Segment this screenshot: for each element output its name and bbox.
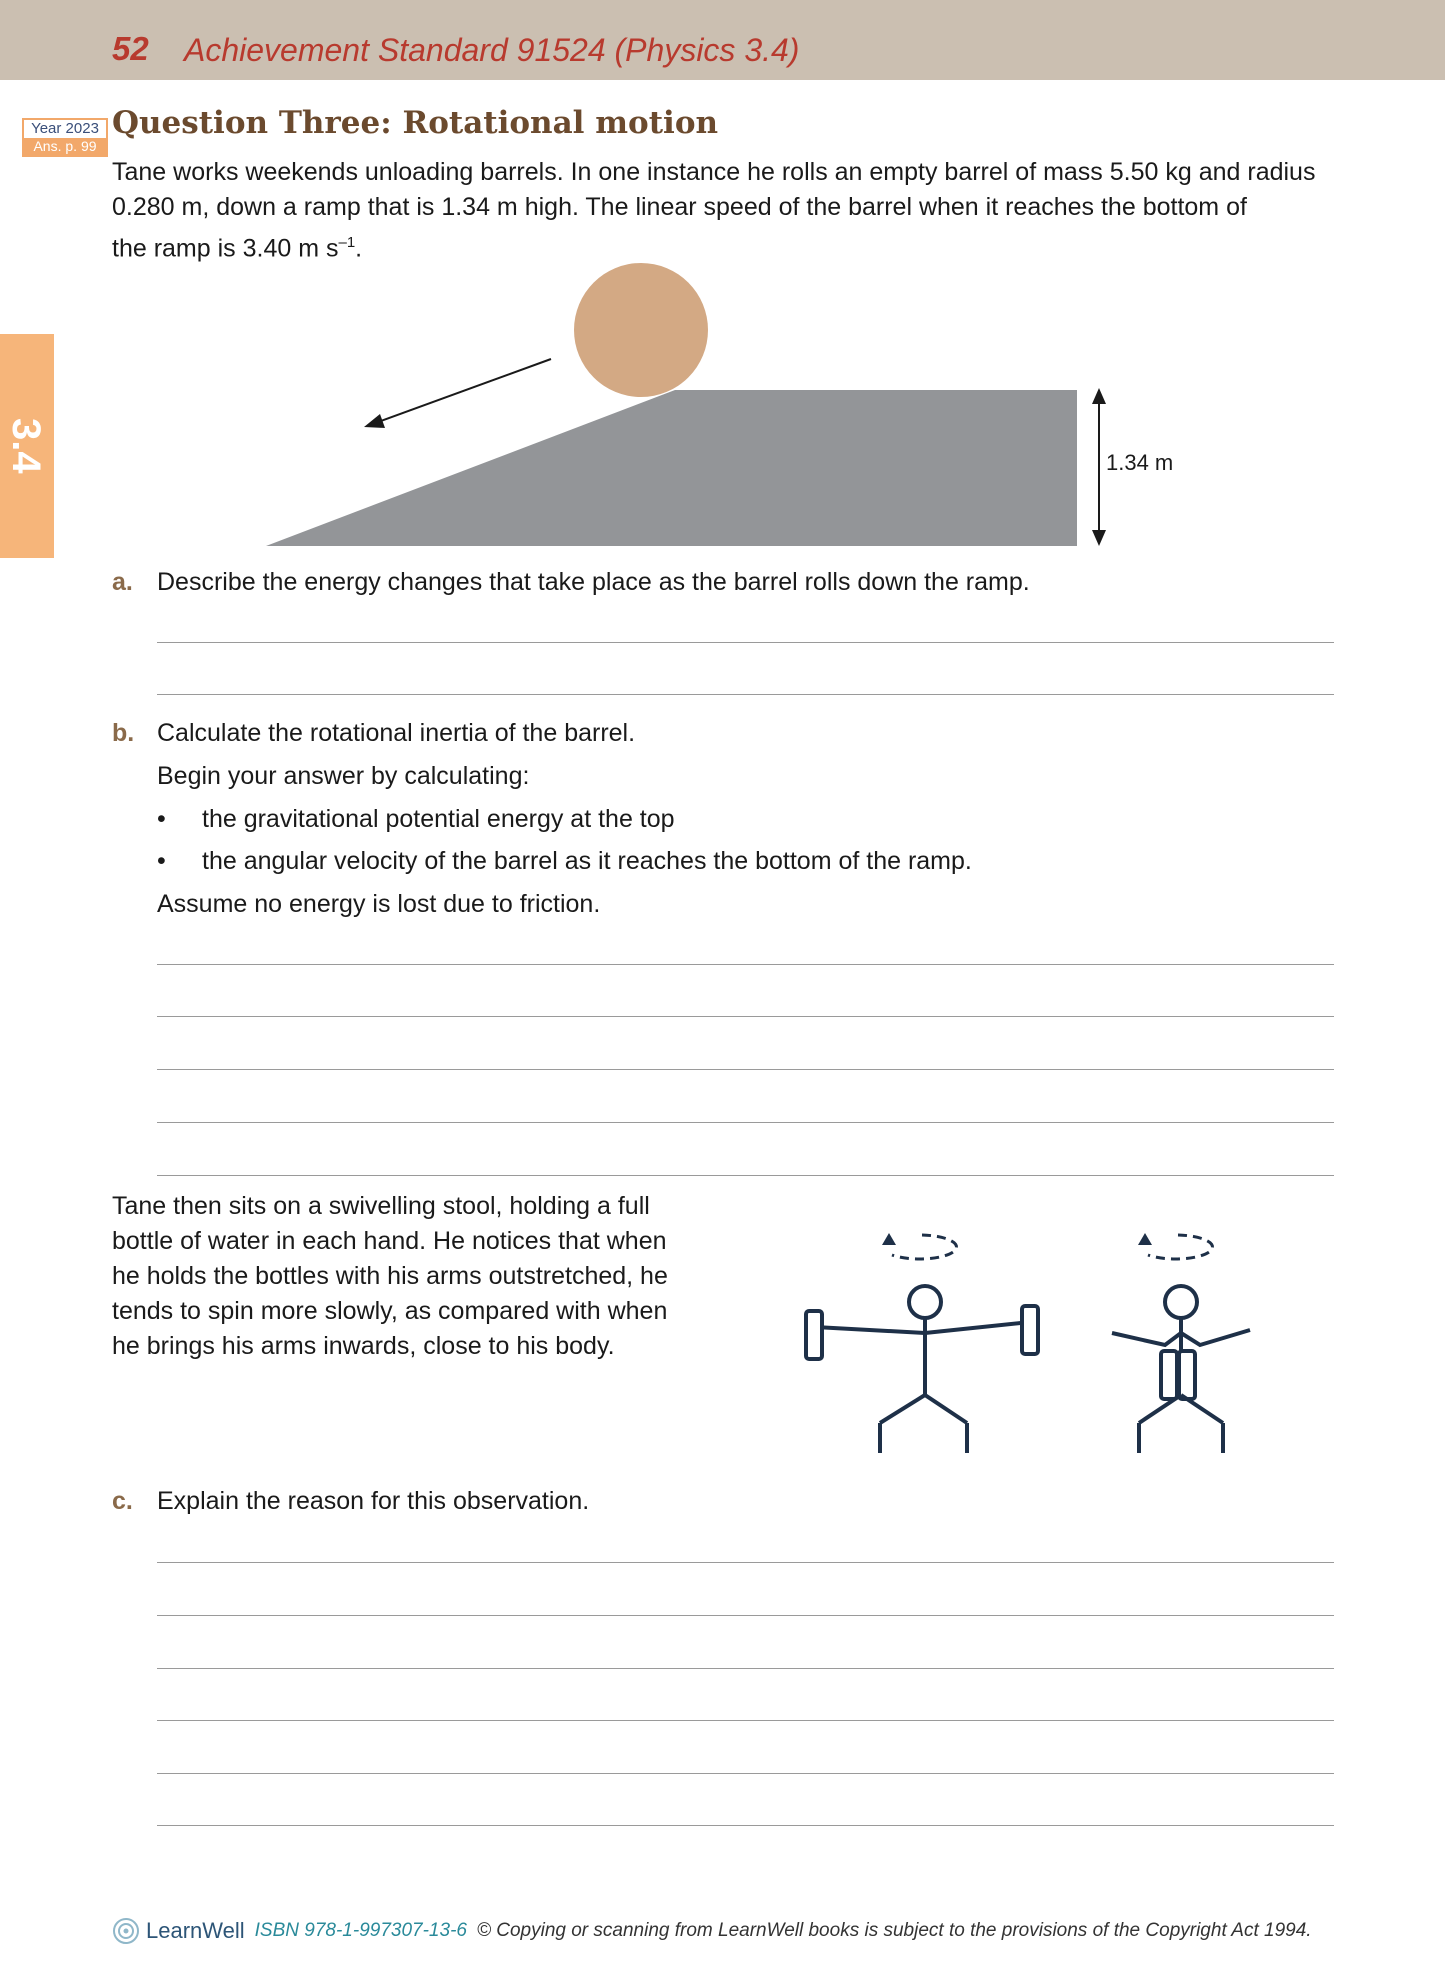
intro-line: he holds the bottles with his arms outstretched, he [112, 1262, 668, 1290]
part-c-text: Explain the reason for this observation. [157, 1487, 590, 1515]
height-arrow-bottom [1092, 530, 1106, 546]
copyright-text: © Copying or scanning from LearnWell books is subject to the provisions of the Copyright Act 1994. [476, 1920, 1312, 1941]
part-c-label: c. [112, 1487, 133, 1515]
answer-line[interactable] [157, 1720, 1334, 1721]
left-arm-line [815, 1327, 925, 1333]
answer-line[interactable] [157, 1175, 1334, 1176]
height-arrow-top [1092, 388, 1106, 404]
intro-line: tends to spin more slowly, as compared with when [112, 1297, 668, 1325]
right-bottle-rect [1179, 1351, 1195, 1399]
left-arm-line [1112, 1333, 1181, 1345]
intro-line: Tane then sits on a swivelling stool, holding a full [112, 1192, 650, 1220]
intro-line: he brings his arms inwards, close to his body. [112, 1332, 615, 1360]
answer-line[interactable] [157, 964, 1334, 965]
left-thigh-line [880, 1395, 925, 1423]
page-footer [112, 1917, 1312, 1945]
intro-line: bottle of water in each hand. He notices that when [112, 1227, 667, 1255]
part-b-label: b. [112, 719, 135, 747]
answer-line[interactable] [157, 694, 1334, 695]
part-a-label: a. [112, 568, 133, 596]
right-arm-line [925, 1322, 1030, 1333]
bullet-marker: • [157, 805, 166, 833]
figure-arms-outstretched [806, 1233, 1038, 1453]
motion-arrowhead [364, 414, 385, 428]
rotation-arrowhead [1138, 1233, 1152, 1245]
page-number: 52 [112, 30, 149, 67]
left-bottle-rect [806, 1311, 822, 1359]
figure-arms-inward [1112, 1233, 1250, 1453]
answers-page-label: Ans. p. 99 [24, 138, 106, 155]
page-header-title: Achievement Standard 91524 (Physics 3.4) [184, 32, 800, 68]
right-arm-line [1181, 1330, 1250, 1345]
ramp-diagram [0, 0, 1445, 560]
part-b-bullet: the angular velocity of the barrel as it reaches the bottom of the ramp. [202, 847, 972, 875]
intro-line: the ramp is 3.40 m $s^{-1}$. [112, 234, 363, 263]
right-thigh-line [925, 1395, 967, 1423]
barrel-circle [574, 263, 708, 397]
answer-line[interactable] [157, 1122, 1334, 1123]
part-b-assume: Assume no energy is lost due to friction. [157, 890, 601, 918]
motion-arrow-line [378, 359, 551, 422]
answer-line[interactable] [157, 1615, 1334, 1616]
head-circle [909, 1286, 941, 1318]
answer-line[interactable] [157, 1825, 1334, 1826]
right-bottle-rect [1022, 1306, 1038, 1354]
spinning-figures-diagram [780, 1205, 1280, 1465]
intro-line: Tane works weekends unloading barrels. In one instance he rolls an empty barrel of mass 5.50 kg and radius [112, 158, 1316, 186]
answer-line[interactable] [157, 1562, 1334, 1563]
part-b-text: Calculate the rotational inertia of the barrel. [157, 719, 636, 747]
part-b-begin: Begin your answer by calculating: [157, 762, 530, 790]
intro-line: 0.280 m, down a ramp that is 1.34 m high. The linear speed of the barrel when it reaches the bottom of [112, 193, 1247, 221]
ramp-shape [266, 390, 1077, 546]
answer-line[interactable] [157, 1069, 1334, 1070]
part-b-bullet: the gravitational potential energy at the top [202, 805, 675, 833]
left-thigh-line [1139, 1395, 1181, 1423]
year-label: Year 2023 [31, 120, 99, 137]
height-label: 1.34 m [1106, 450, 1174, 475]
brand-name: LearnWell [146, 1918, 245, 1943]
bullet-marker: • [157, 847, 166, 875]
head-circle [1165, 1286, 1197, 1318]
answer-line[interactable] [157, 1773, 1334, 1774]
question-title: Question Three: Rotational motion [112, 105, 719, 141]
rotation-arrow-path [1148, 1235, 1213, 1259]
learnwell-logo-icon [112, 1917, 140, 1945]
rotation-arrow-path [892, 1235, 957, 1259]
isbn-text: ISBN 978-1-997307-13-6 [254, 1920, 467, 1941]
side-section-label: 3.4 [4, 418, 48, 474]
answer-line[interactable] [157, 1016, 1334, 1017]
answer-line[interactable] [157, 1668, 1334, 1669]
left-bottle-rect [1161, 1351, 1177, 1399]
part-c-intro [112, 1189, 668, 1364]
answer-line[interactable] [157, 642, 1334, 643]
rotation-arrowhead [882, 1233, 896, 1245]
part-a-text: Describe the energy changes that take place as the barrel rolls down the ramp. [157, 568, 1030, 596]
right-thigh-line [1181, 1395, 1223, 1423]
